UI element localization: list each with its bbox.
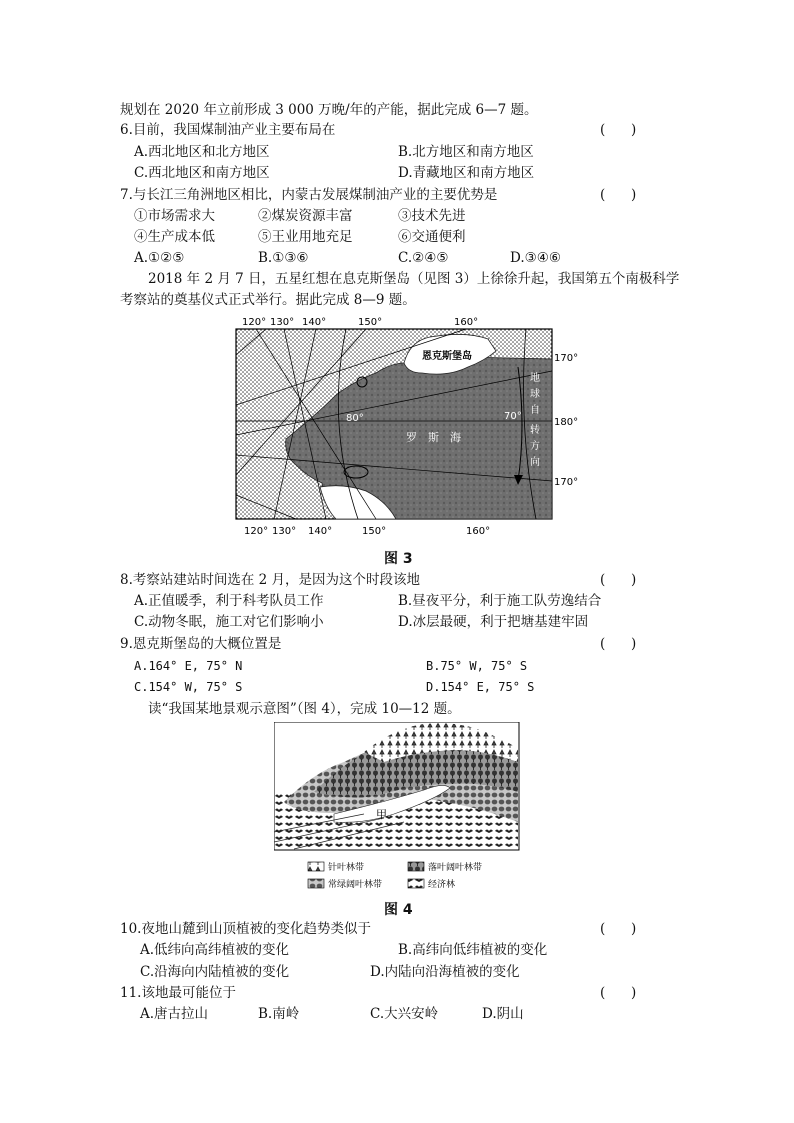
q7-item-6: ⑥交通便利 bbox=[398, 229, 466, 245]
legend-economic-label: 经济林 bbox=[428, 880, 456, 890]
q7-item-3: ③技术先进 bbox=[398, 208, 466, 224]
q10-option-a: A.低纬向高纬植被的变化 bbox=[140, 942, 290, 958]
q6-option-a: A.西北地区和北方地区 bbox=[134, 144, 270, 160]
q6-option-d: D.青藏地区和南方地区 bbox=[398, 165, 535, 181]
fig3-top-130: 130° bbox=[270, 317, 295, 328]
legend-conifer-swatch bbox=[308, 862, 324, 871]
q9-option-a: A.164° E, 75° N bbox=[134, 659, 243, 673]
fig3-rot-4: 转 bbox=[530, 425, 540, 436]
passage2-line2: 考察站的奠基仪式正式举行。据此完成 8—9 题。 bbox=[120, 292, 416, 308]
fig3-rot-3: 自 bbox=[530, 405, 540, 416]
legend-conifer-label: 针叶林带 bbox=[328, 863, 365, 873]
fig3-top-120: 120° bbox=[242, 317, 267, 328]
q11-option-b: B.南岭 bbox=[258, 1006, 300, 1022]
q10-answer-paren[interactable]: ( ) bbox=[600, 921, 637, 937]
q9-option-c: C.154° W, 75° S bbox=[134, 680, 243, 694]
figure-3-map bbox=[226, 315, 578, 540]
q11-option-a: A.唐古拉山 bbox=[140, 1006, 209, 1022]
fig3-top-140: 140° bbox=[302, 317, 327, 328]
q7-option-b: B.①③⑥ bbox=[258, 250, 309, 266]
q9-answer-paren[interactable]: ( ) bbox=[600, 636, 637, 652]
legend-evergreen-label: 常绿阔叶林带 bbox=[328, 880, 383, 890]
q7-item-4: ④生产成本低 bbox=[134, 229, 215, 245]
fig4-mark-jia: 甲 bbox=[376, 808, 387, 821]
q7-item-2: ②煤炭资源丰富 bbox=[258, 208, 353, 224]
fig3-rot-2: 球 bbox=[530, 389, 540, 400]
q7-option-c: C.②④⑤ bbox=[398, 250, 449, 266]
fig3-bottom-160: 160° bbox=[466, 526, 491, 537]
q8-option-b: B.昼夜平分，利于施工队劳逸结合 bbox=[398, 593, 602, 609]
q10-stem: 10.夜地山麓到山顶植被的变化趋势类似于 bbox=[120, 921, 371, 937]
legend-deciduous-label: 落叶阔叶林带 bbox=[428, 863, 483, 873]
q6-answer-paren[interactable]: ( ) bbox=[600, 122, 637, 138]
fig3-sea-label: 罗 斯 海 bbox=[406, 431, 461, 444]
q8-option-a: A.正值暖季，利于科考队员工作 bbox=[134, 593, 324, 609]
q10-option-c: C.沿海向内陆植被的变化 bbox=[140, 964, 290, 980]
legend-economic-swatch bbox=[408, 879, 424, 888]
q10-option-b: B.高纬向低纬植被的变化 bbox=[398, 942, 548, 958]
passage3-text: 读“我国某地景观示意图”（图 4），完成 10—12 题。 bbox=[148, 701, 461, 717]
figure-3-caption: 图 3 bbox=[384, 551, 413, 567]
q10-option-d: D.内陆向沿海植被的变化 bbox=[370, 964, 520, 980]
passage2-line1: 2018 年 2 月 7 日，五星红想在息克斯堡岛（见图 3）上徐徐升起，我国第五个南极科学 bbox=[148, 271, 680, 287]
q8-option-c: C.动物冬眠，施工对它们影响小 bbox=[134, 614, 324, 630]
q7-option-d: D.③④⑥ bbox=[510, 250, 561, 266]
q11-option-d: D.阴山 bbox=[482, 1006, 524, 1022]
intro-text: 规划在 2020 年立前形成 3 000 万晚/年的产能，据此完成 6—7 题。 bbox=[120, 102, 538, 118]
q9-option-d: D.154° E, 75° S bbox=[426, 680, 535, 694]
q11-option-c: C.大兴安岭 bbox=[370, 1006, 439, 1022]
fig3-lat-80: 80° bbox=[346, 413, 364, 424]
q8-stem: 8.考察站建站时间选在 2 月，是因为这个时段该地 bbox=[120, 572, 421, 588]
fig3-lat-70: 70° bbox=[504, 411, 522, 422]
figure-4-caption: 图 4 bbox=[384, 902, 413, 918]
q7-option-a: A.①②⑤ bbox=[134, 250, 185, 266]
q7-item-1: ①市场需求大 bbox=[134, 208, 215, 224]
q6-option-b: B.北方地区和南方地区 bbox=[398, 144, 534, 160]
fig3-top-150: 150° bbox=[358, 317, 383, 328]
legend-deciduous-swatch bbox=[408, 862, 424, 871]
fig3-rot-6: 向 bbox=[530, 457, 540, 468]
fig3-top-160: 160° bbox=[454, 317, 479, 328]
q7-item-5: ⑤王业用地充足 bbox=[258, 229, 353, 245]
fig3-right-170-bottom: 170° bbox=[554, 477, 578, 488]
q6-option-c: C.西北地区和南方地区 bbox=[134, 165, 270, 181]
q9-stem: 9.恩克斯堡岛的大概位置是 bbox=[120, 636, 282, 652]
fig3-bottom-140: 140° bbox=[308, 526, 333, 537]
legend-evergreen-swatch bbox=[308, 879, 324, 888]
q11-answer-paren[interactable]: ( ) bbox=[600, 985, 637, 1001]
fig3-right-170-top: 170° bbox=[554, 353, 578, 364]
fig3-rot-1: 地 bbox=[530, 373, 540, 384]
fig3-bottom-150: 150° bbox=[362, 526, 387, 537]
fig3-bottom-120: 120° bbox=[244, 526, 269, 537]
fig3-right-180: 180° bbox=[554, 417, 578, 428]
q11-stem: 11.该地最可能位于 bbox=[120, 985, 236, 1001]
fig4-legend bbox=[308, 861, 482, 890]
q7-answer-paren[interactable]: ( ) bbox=[600, 187, 637, 203]
q8-answer-paren[interactable]: ( ) bbox=[600, 572, 637, 588]
q7-stem: 7.与长江三角洲地区相比，内蒙古发展煤制油产业的主要优势是 bbox=[120, 187, 498, 203]
fig3-island-label: 恩克斯堡岛 bbox=[422, 351, 472, 362]
q6-stem: 6.目前，我国煤制油产业主要布局在 bbox=[120, 122, 336, 138]
fig3-rot-5: 方 bbox=[530, 441, 540, 452]
fig3-bottom-130: 130° bbox=[272, 526, 297, 537]
q9-option-b: B.75° W, 75° S bbox=[426, 659, 528, 673]
figure-4-landscape bbox=[274, 722, 520, 894]
q8-option-d: D.冰层最硬，利于把塘基建牢固 bbox=[398, 614, 589, 630]
